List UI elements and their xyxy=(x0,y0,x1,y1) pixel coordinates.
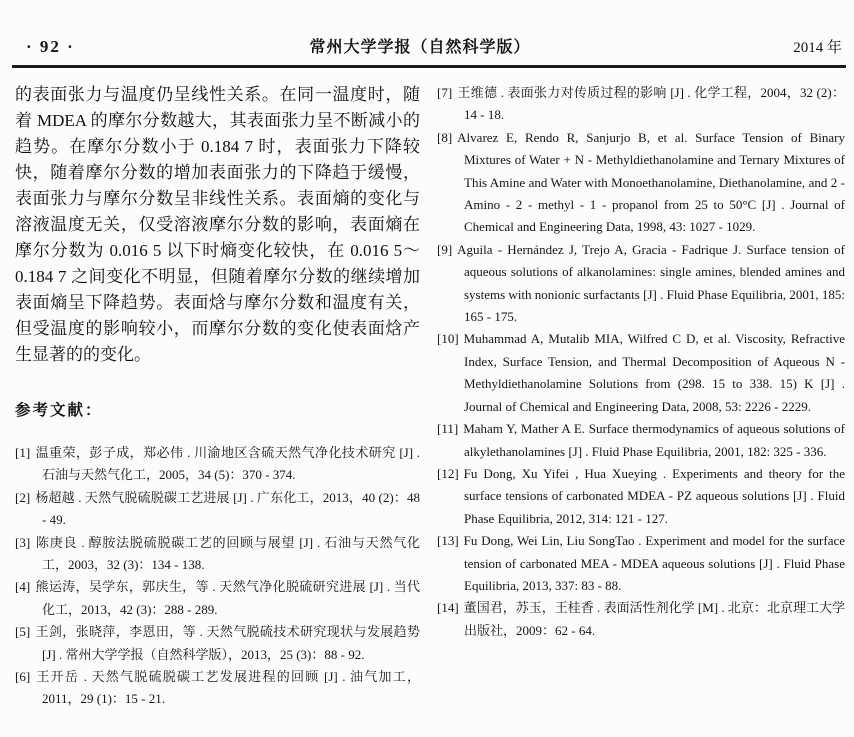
reference-item xyxy=(15,532,420,577)
reference-text: 董国君，苏玉，王桂香 . 表面活性剂化学 [M] . 北京：北京理工大学出版社，2009：62 - 64. xyxy=(463,600,845,638)
reference-item xyxy=(15,487,420,532)
reference-number: [4] xyxy=(15,579,31,595)
reference-item xyxy=(437,530,845,597)
two-column-body xyxy=(0,68,854,711)
reference-text: Aguila - Hernández J, Trejo A, Gracia - Fadrique J. Surface tension of aqueous solutions of alkanolamines: single amines, blended amines and systems with nonionic surfactants [J] . Fluid Phase Equilibria, 2001, 185: 165 - 175. xyxy=(457,241,845,325)
reference-number: [6] xyxy=(15,669,31,685)
reference-text: 杨超越 . 天然气脱硫脱碳工艺进展 [J] . 广东化工，2013，40 (2)：48 - 49. xyxy=(35,489,420,528)
reference-number: [14] xyxy=(437,600,459,616)
reference-number: [7] xyxy=(437,85,453,100)
page-header xyxy=(0,0,854,57)
reference-item xyxy=(15,442,420,487)
reference-text: 陈庚良 . 醇胺法脱硫脱碳工艺的回顾与展望 [J] . 石油与天然气化工，2003，32 (3)：134 - 138. xyxy=(35,534,420,573)
reference-text: 王开岳 . 天然气脱硫脱碳工艺发展进程的回顾 [J] . 油气加工，2011，29 (1)：15 - 21. xyxy=(35,669,420,707)
reference-item xyxy=(15,576,420,621)
page-number: · 92 · xyxy=(26,37,75,56)
reference-item xyxy=(437,82,845,127)
reference-item xyxy=(15,666,420,711)
reference-item xyxy=(15,621,420,666)
right-column xyxy=(437,82,845,711)
reference-item xyxy=(437,418,845,463)
references-list-left xyxy=(15,442,420,711)
references-heading: 参考文献： xyxy=(15,402,103,419)
reference-item xyxy=(437,127,845,239)
reference-number: [9] xyxy=(437,241,453,257)
reference-item xyxy=(437,328,845,418)
reference-number: [13] xyxy=(437,533,459,549)
reference-number: [3] xyxy=(15,534,31,550)
reference-number: [5] xyxy=(15,624,31,640)
reference-number: [2] xyxy=(15,489,31,505)
reference-text: Maham Y, Mather A E. Surface thermodynamics of aqueous solutions of alkylethanolamines [J] . Fluid Phase Equilibria, 2001, 182: 325 - 336. xyxy=(463,421,845,459)
reference-text: 温重荣，彭子成，郑必伟 . 川渝地区含硫天然气净化技术研究 [J] . 石油与天然气化工，2005，34 (5)：370 - 374. xyxy=(35,445,420,483)
reference-text: 王剑，张晓萍，李恩田，等 . 天然气脱硫技术研究现状与发展趋势 [J] . 常州大学学报（自然科学版），2013，25 (3)：88 - 92. xyxy=(35,624,420,662)
reference-text: 熊运涛，吴学东，郭庆生，等 . 天然气净化脱硫研究进展 [J] . 当代化工，2013，42 (3)：288 - 289. xyxy=(35,579,420,617)
reference-text: Alvarez E, Rendo R, Sanjurjo B, et al. Surface Tension of Binary Mixtures of Water + N - Methyldiethanolamine and Ternary Mixtures of This Amine and Water with Monoethanolamine, Diethanolamine, and 2 - Amino - 2 - methyl - 1 - propanol from 25 to 50°C [J] . Journal of Chemical and Engineering Data, 1998, 43: 1027 - 1029. xyxy=(457,129,845,235)
reference-text: Muhammad A, Mutalib MIA, Wilfred C D, et al. Viscosity, Refractive Index, Surface Tension, and Thermal Decomposition of Aqueous N - Methyldiethanolamine Solutions from (298. 15 to 338. 15) K [J] . Journal of Chemical and Engineering Data, 2008, 53: 2226 - 2229. xyxy=(463,331,845,414)
reference-number: [8] xyxy=(437,129,453,145)
reference-text: 王维德 . 表面张力对传质过程的影响 [J] . 化学工程，2004，32 (2)：14 - 18. xyxy=(457,85,845,123)
year-label: 2014 年 xyxy=(793,40,842,56)
journal-title: 常州大学学报（自然科学版） xyxy=(309,39,531,56)
reference-item xyxy=(437,597,845,642)
body-paragraph: 的表面张力与温度仍呈线性关系。在同一温度时，随着 MDEA 的摩尔分数越大，其表面张力呈不断减小的趋势。在摩尔分数小于 0.184 7 时，表面张力下降较快，随着摩尔分数的增加表面张力的下降趋于缓慢，表面张力与摩尔分数呈非线性关系。表面熵的变化与溶液温度无关，仅受溶液摩尔分数的影响，表面熵在摩尔分数为 0.016 5 以下时熵变化较快，在 0.016 5～0.184 7 之间变化不明显，但随着摩尔分数的继续增加表面熵呈下降趋势。表面焓与摩尔分数和温度有关，但受温度的影响较小，而摩尔分数的变化使表面焓产生显著的的变化。 xyxy=(15,85,420,364)
reference-number: [12] xyxy=(437,465,459,481)
reference-number: [1] xyxy=(15,445,31,460)
references-list-right xyxy=(437,82,845,642)
reference-number: [10] xyxy=(437,331,459,347)
left-column xyxy=(15,82,420,711)
reference-item xyxy=(437,239,845,329)
reference-number: [11] xyxy=(437,421,459,437)
reference-text: Fu Dong, Wei Lin, Liu SongTao . Experiment and model for the surface tension of carbonated MEA - MDEA aqueous solutions [J] . Fluid Phase Equilibria, 2013, 337: 83 - 88. xyxy=(463,533,845,593)
reference-text: Fu Dong, Xu Yifei , Hua Xueying . Experiments and theory for the surface tensions of carbonated MDEA - PZ aqueous solutions [J] . Fluid Phase Equilibria, 2012, 314: 121 - 127. xyxy=(463,465,845,526)
reference-item xyxy=(437,463,845,530)
